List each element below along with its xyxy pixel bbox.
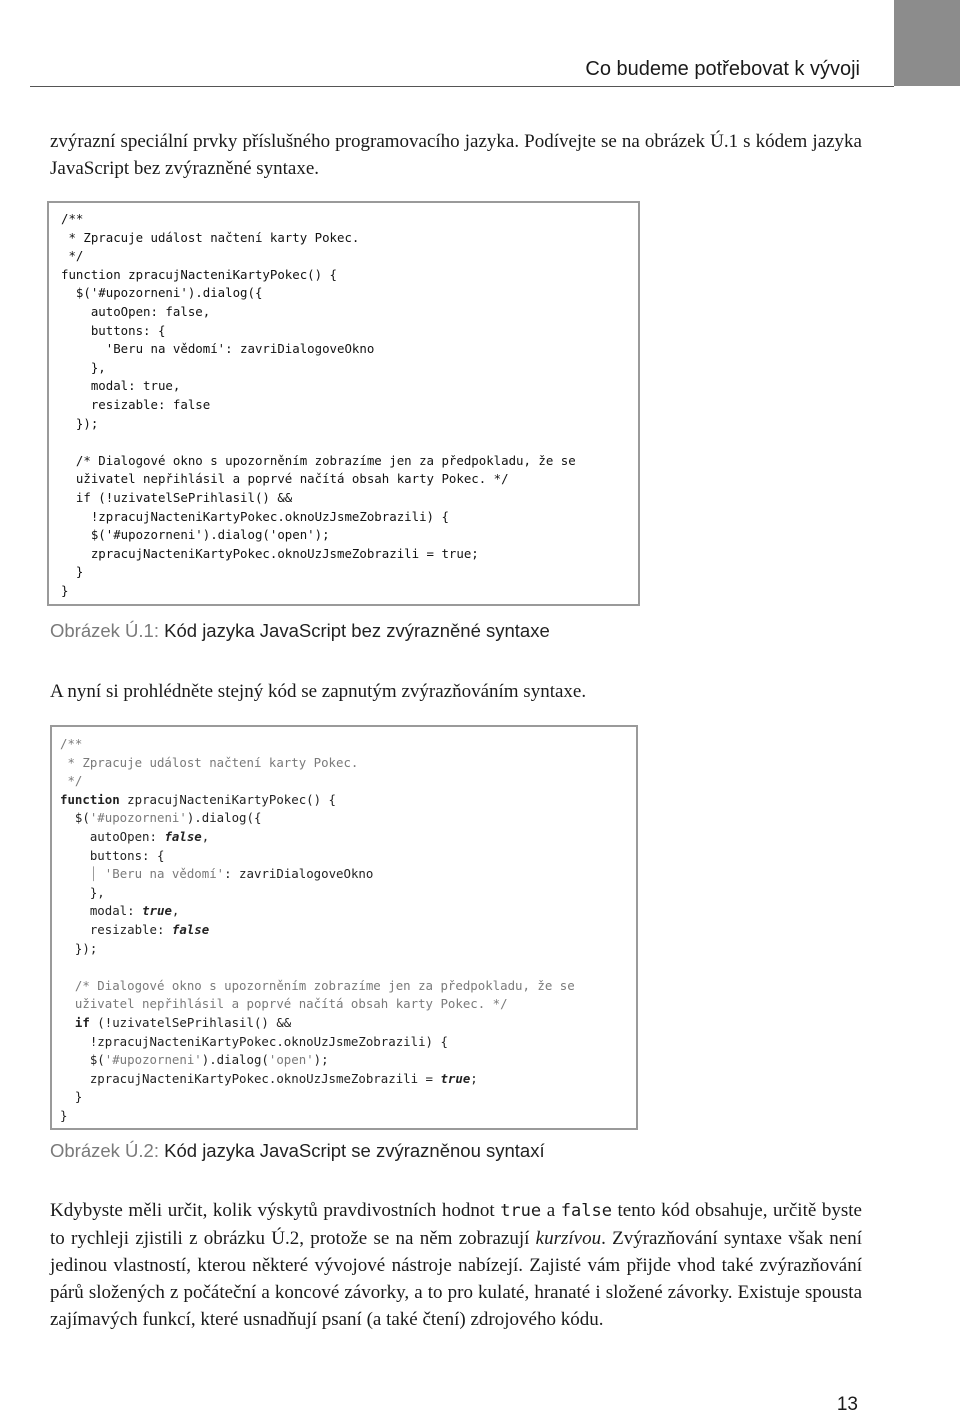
tok: uživatel nepřihlásil a poprvé načítá obsah karty Pokec. */ (60, 996, 508, 1012)
tok: , (201, 828, 210, 844)
code-line: $('#upozorneni').dialog('open'); (61, 527, 330, 543)
code-listing-highlighted (60, 735, 636, 1125)
code-line: 'Beru na vědomí': zavriDialogoveOkno (61, 341, 375, 357)
tok: zpracujNacteniKartyPokec.oknoUzJsmeZobrazili = (60, 1070, 441, 1086)
tok: : zavriDialogoveOkno (224, 866, 374, 882)
tok: zpracujNacteniKartyPokec() { (119, 791, 337, 807)
code-figure-plain (47, 201, 640, 606)
tok: ); (313, 1052, 329, 1068)
code-line: }); (61, 415, 99, 431)
code-line: /* Dialogové okno s upozorněním zobrazíme jen za předpokladu, že se (61, 452, 576, 468)
code-line: /** (61, 211, 84, 226)
tok: buttons: { (60, 847, 165, 863)
indent-guide: │ (89, 866, 98, 882)
code-line: autoOpen: false, (61, 303, 211, 319)
body-text: tento kód obsahuje, určitě byste to rychleji zjistili z obrázku Ú.2, protože se na něm zobrazují (50, 1200, 862, 1249)
inline-code-false: false (560, 1201, 612, 1221)
tok: autoOpen: (60, 828, 165, 844)
tok: /* Dialogové okno s upozorněním zobrazíme jen za předpokladu, že se (60, 977, 575, 993)
tok: */ (60, 773, 83, 789)
figure2-caption-label: Obrázek Ú.2: (50, 1140, 159, 1161)
code-line: }, (61, 359, 106, 375)
page-number: 13 (836, 1394, 858, 1415)
code-line: } (61, 564, 84, 580)
tok: if (74, 1014, 90, 1030)
tok: ).dialog( (201, 1052, 269, 1068)
figure2-caption (50, 1140, 545, 1162)
paragraph-intro: zvýrazní speciální prvky příslušného programovacího jazyka. Podívejte se na obrázek Ú.1 s kódem jazyka JavaScript bez zvýrazněné syntaxe. (50, 131, 862, 179)
tok (60, 866, 90, 881)
tok: , (171, 903, 180, 919)
code-line: } (61, 582, 69, 598)
code-line: * Zpracuje událost načtení karty Pokec. (61, 229, 360, 245)
body-text: a (541, 1200, 561, 1221)
figure1-caption-text: Kód jazyka JavaScript bez zvýrazněné syntaxe (159, 620, 550, 641)
tok: true (142, 903, 172, 919)
tok: }, (60, 884, 105, 900)
tok: modal: (60, 903, 143, 919)
tok: $( (60, 1052, 105, 1068)
code-line: buttons: { (61, 322, 166, 338)
tok (60, 1015, 75, 1030)
figure1-caption-label: Obrázek Ú.1: (50, 620, 159, 641)
tok: } (60, 1089, 83, 1105)
header-rule (30, 86, 894, 87)
tok: $( (60, 810, 90, 826)
code-listing-plain (61, 210, 638, 600)
code-line: resizable: false (61, 396, 211, 412)
code-line: */ (61, 248, 84, 264)
tok: function (60, 791, 120, 807)
code-line: if (!uzivatelSePrihlasil() && (61, 489, 293, 505)
tok: !zpracujNacteniKartyPokec.oknoUzJsmeZobrazili) { (60, 1033, 448, 1049)
code-line: modal: true, (61, 378, 181, 394)
tok (97, 866, 104, 881)
body-text: Kdybyste měli určit, kolik výskytů pravdivostních hodnot (50, 1200, 501, 1221)
code-line: zpracujNacteniKartyPokec.oknoUzJsmeZobrazili = true; (61, 545, 479, 561)
code-line: function zpracujNacteniKartyPokec() { (61, 266, 338, 282)
tok: 'Beru na vědomí' (104, 866, 225, 882)
tok: false (171, 921, 210, 937)
tok: resizable: (60, 921, 172, 937)
code-line: uživatel nepřihlásil a poprvé načítá obsah karty Pokec. */ (61, 471, 509, 487)
tok: '#upozorneni' (104, 1052, 202, 1068)
code-figure-highlighted (50, 725, 638, 1130)
paragraph-body (50, 1197, 862, 1333)
tok: true (440, 1070, 471, 1086)
tok: ).dialog({ (186, 810, 262, 826)
running-header: Co budeme potřebovat k vývoji (585, 58, 860, 80)
figure1-caption (50, 620, 550, 642)
tok: ; (470, 1070, 478, 1086)
tok: 'open' (268, 1052, 314, 1068)
code-line: !zpracujNacteniKartyPokec.oknoUzJsmeZobrazili) { (61, 508, 449, 524)
tok: * Zpracuje událost načtení karty Pokec. (60, 754, 359, 770)
tok: (!uzivatelSePrihlasil() && (89, 1014, 292, 1030)
code-line: $('#upozorneni').dialog({ (61, 285, 263, 301)
tok: /** (60, 736, 83, 751)
tok: } (60, 1107, 68, 1123)
figure2-caption-text: Kód jazyka JavaScript se zvýrazněnou syntaxí (159, 1140, 545, 1161)
italic-emphasis: kurzívou (535, 1228, 602, 1249)
paragraph-highlight-intro: A nyní si prohlédněte stejný kód se zapnutým zvýrazňováním syntaxe. (50, 681, 587, 702)
tok: }); (60, 940, 98, 956)
body-text: . Zvýrazňování syntaxe však není jedinou vlastností, kterou některé vývojové nástroje nabízejí. Zajisté vám přijde vhod také zvýrazňování párů složených z počáteční a koncové závorky, a to pro kulaté, hranaté i složené závorky. Existuje spousta zajímavých funkcí, které usnadňují psaní (a také čtení) zdrojového kódu. (50, 1228, 862, 1330)
inline-code-true: true (500, 1201, 542, 1221)
tok: false (164, 828, 202, 844)
tok: '#upozorneni' (89, 810, 187, 826)
